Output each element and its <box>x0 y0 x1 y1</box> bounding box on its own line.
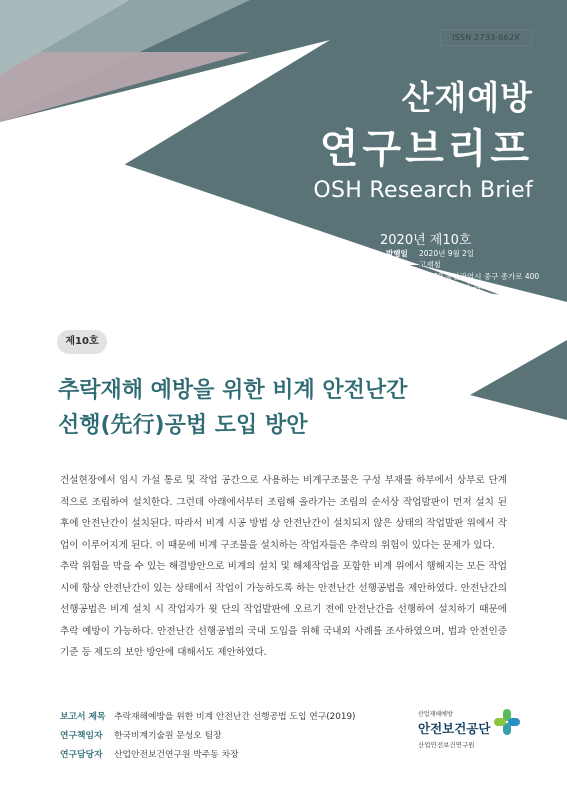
report-info <box>60 708 355 765</box>
edition-label: 2020년 제10호 <box>380 233 472 248</box>
meta-row <box>386 293 539 304</box>
meta-value: 연구기획부 052-703-0813 <box>419 294 511 304</box>
report-info-row <box>60 746 355 765</box>
brief-title-line1: 산재예방 <box>401 78 533 117</box>
meta-key <box>386 282 419 293</box>
meta-key: 자료문의 <box>386 294 415 304</box>
headline-line2: 선행(先行)공법 도입 방안 <box>58 413 308 438</box>
report-info-key: 보고서 제목 <box>60 712 106 722</box>
brief-title-english: OSH Research Brief <box>313 178 533 203</box>
meta-value: 44429 울산광역시 중구 종가로 400 <box>419 271 540 281</box>
issue-badge: 제10호 <box>57 330 107 354</box>
meta-row <box>386 304 539 315</box>
logo-mini-text: 산업재해예방 <box>418 711 453 718</box>
meta-key: 발행일 <box>386 249 408 258</box>
brief-title-line2: 연구브리프 <box>319 126 533 172</box>
meta-row <box>386 248 539 259</box>
report-info-key: 연구담당자 <box>60 750 103 760</box>
report-info-key: 연구책임자 <box>60 731 103 741</box>
report-info-value: 추락재해예방을 위한 비계 안전난간 선행공법 도입 연구(2019) <box>114 712 356 722</box>
issn-label: ISSN 2733-662X <box>440 29 532 46</box>
publication-meta <box>386 248 539 316</box>
report-info-row <box>60 727 355 746</box>
report-info-value: 산업안전보건연구원 박주동 차장 <box>114 750 239 760</box>
headline <box>58 373 407 443</box>
headline-line1: 추락재해 예방을 위한 비계 안전난간 <box>58 378 408 403</box>
cross-logo-icon <box>493 708 521 736</box>
report-info-value: 한국비계기술원 문성오 팀장 <box>114 731 222 741</box>
kosha-logo <box>418 709 528 759</box>
meta-value: 2020-산업안전보건연구원-526 <box>419 305 524 315</box>
body-paragraph: 건설현장에서 임시 가설 통로 및 작업 공간으로 사용하는 비계구조물은 구성 부재를 하부에서 상부로 단계적으로 조립하여 설치한다. 그런데 아래에서부터 조립해 올라가는 조립의 순서상 작업발판이 먼저 설치 된 후에 안전난간이 설치된다. 따라서 비계 시공 방법 상 안전난간이 설치되지 않은 상태의 작업발판 위에서 작업이 이루어지게 된다. 이 때문에 비계 구조물을 설치하는 작업자들은 추락의 위험이 있다는 문제가 있다. <box>60 475 507 551</box>
meta-key: 발행인 <box>386 260 408 270</box>
body-paragraph: 추락 위험을 막을 수 있는 해결방안으로 비계의 설치 및 해체작업을 포함한 비계 위에서 행해지는 모든 작업 시에 항상 안전난간이 있는 상태에서 작업이 가능하도록 하는 안전난간 선행공법을 제안하였다. 안전난간의 선행공법은 비계 설치 시 작업자가 윗 단의 작업발판에 오르기 전에 안전난간을 선행하여 설치하기 때문에 추락 예방이 가능하다. 안전난간 선행공법의 국내 도입을 위해 국내외 사례를 조사하였으며, 법과 안전인증기준 등 제도의 보안 방안에 대해서도 제안하였다. <box>60 561 507 658</box>
report-info-row <box>60 708 355 727</box>
meta-key: 발간번호 <box>386 305 415 315</box>
summary-body <box>60 470 507 664</box>
logo-name: 안전보건공단 <box>418 721 491 736</box>
meta-value: 고재철 <box>419 260 441 270</box>
meta-value: 산업안전보건연구원 <box>419 282 485 292</box>
logo-sub-text: 산업안전보건연구원 <box>418 741 475 749</box>
meta-key: 주 소 <box>386 271 408 281</box>
meta-row <box>386 259 539 270</box>
meta-row <box>386 271 539 282</box>
meta-value: 2020년 9월 2일 <box>419 249 475 258</box>
meta-row <box>386 282 539 293</box>
